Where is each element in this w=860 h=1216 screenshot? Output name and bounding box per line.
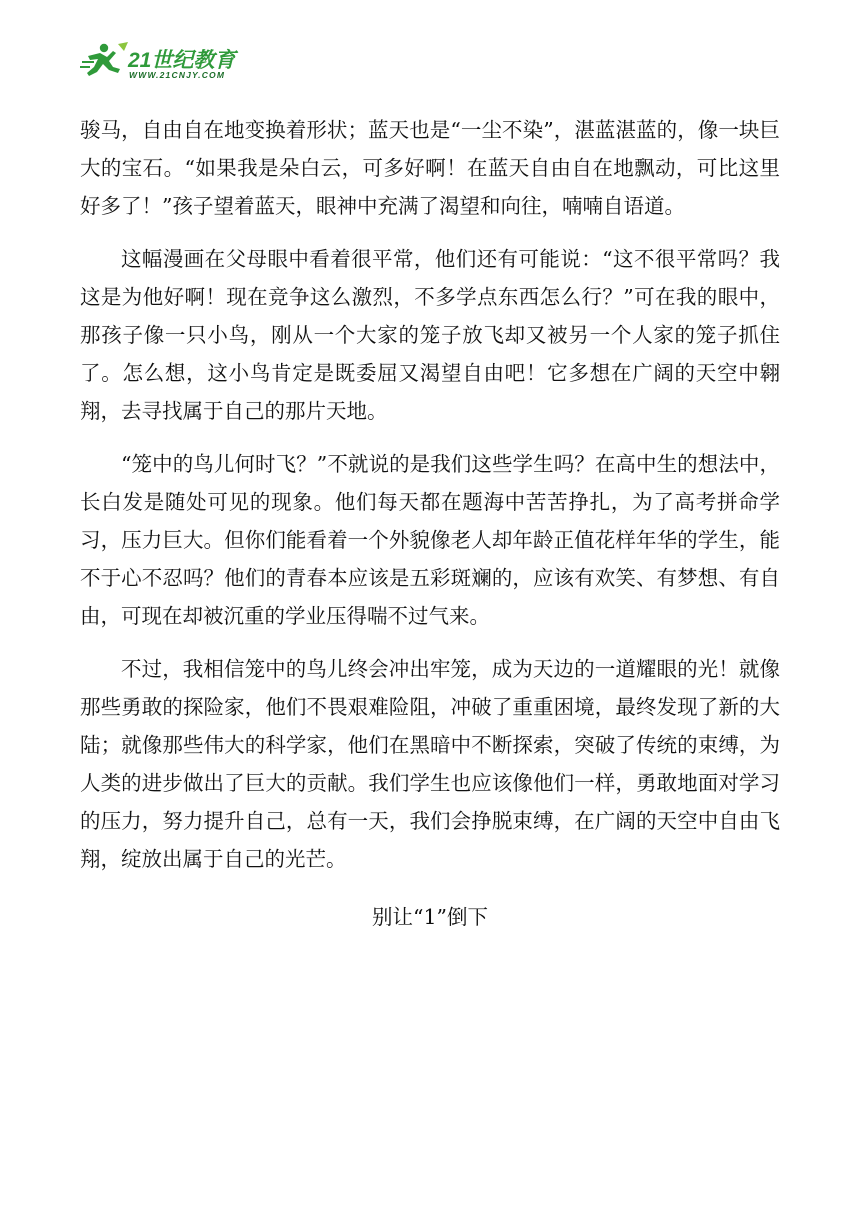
article-body	[80, 111, 780, 936]
paragraph-3: “笼中的鸟儿何时飞？”不就说的是我们这些学生吗？在高中生的想法中，长白发是随处可见的现象。他们每天都在题海中苦苦挣扎，为了高考拼命学习，压力巨大。但你们能看着一个外貌像老人却年龄正值花样年华的学生，能不于心不忍吗？他们的青春本应该是五彩斑斓的，应该有欢笑、有梦想、有自由，可现在却被沉重的学业压得喘不过气来。	[80, 452, 780, 628]
paragraph-1: 骏马，自由自在地变换着形状；蓝天也是“一尘不染”，湛蓝湛蓝的，像一块巨大的宝石。“如果我是朵白云，可多好啊！在蓝天自由自在地飘动，可比这里好多了！”孩子望着蓝天，眼神中充满了渴望和向往，喃喃自语道。	[80, 118, 780, 218]
logo-url-text: WWW.21CNJY.COM	[129, 70, 226, 80]
logo-main-text: 21世纪教育	[128, 49, 236, 72]
running-figure-logo-icon	[80, 40, 250, 82]
site-logo[interactable]	[80, 40, 250, 82]
next-article-title: 别让“1”倒下	[371, 905, 488, 929]
paragraph-4: 不过，我相信笼中的鸟儿终会冲出牢笼，成为天边的一道耀眼的光！就像那些勇敢的探险家，他们不畏艰难险阻，冲破了重重困境，最终发现了新的大陆；就像那些伟大的科学家，他们在黑暗中不断探索，突破了传统的束缚，为人类的进步做出了巨大的贡献。我们学生也应该像他们一样，勇敢地面对学习的压力，努力提升自己，总有一天，我们会挣脱束缚，在广阔的天空中自由飞翔，绽放出属于自己的光芒。	[80, 657, 780, 871]
paragraph-2: 这幅漫画在父母眼中看着很平常，他们还有可能说：“这不很平常吗？我这是为他好啊！现在竞争这么激烈，不多学点东西怎么行？”可在我的眼中，那孩子像一只小鸟，刚从一个大家的笼子放飞却又被另一个人家的笼子抓住了。怎么想，这小鸟肯定是既委屈又渴望自由吧！它多想在广阔的天空中翱翔，去寻找属于自己的那片天地。	[80, 247, 780, 423]
